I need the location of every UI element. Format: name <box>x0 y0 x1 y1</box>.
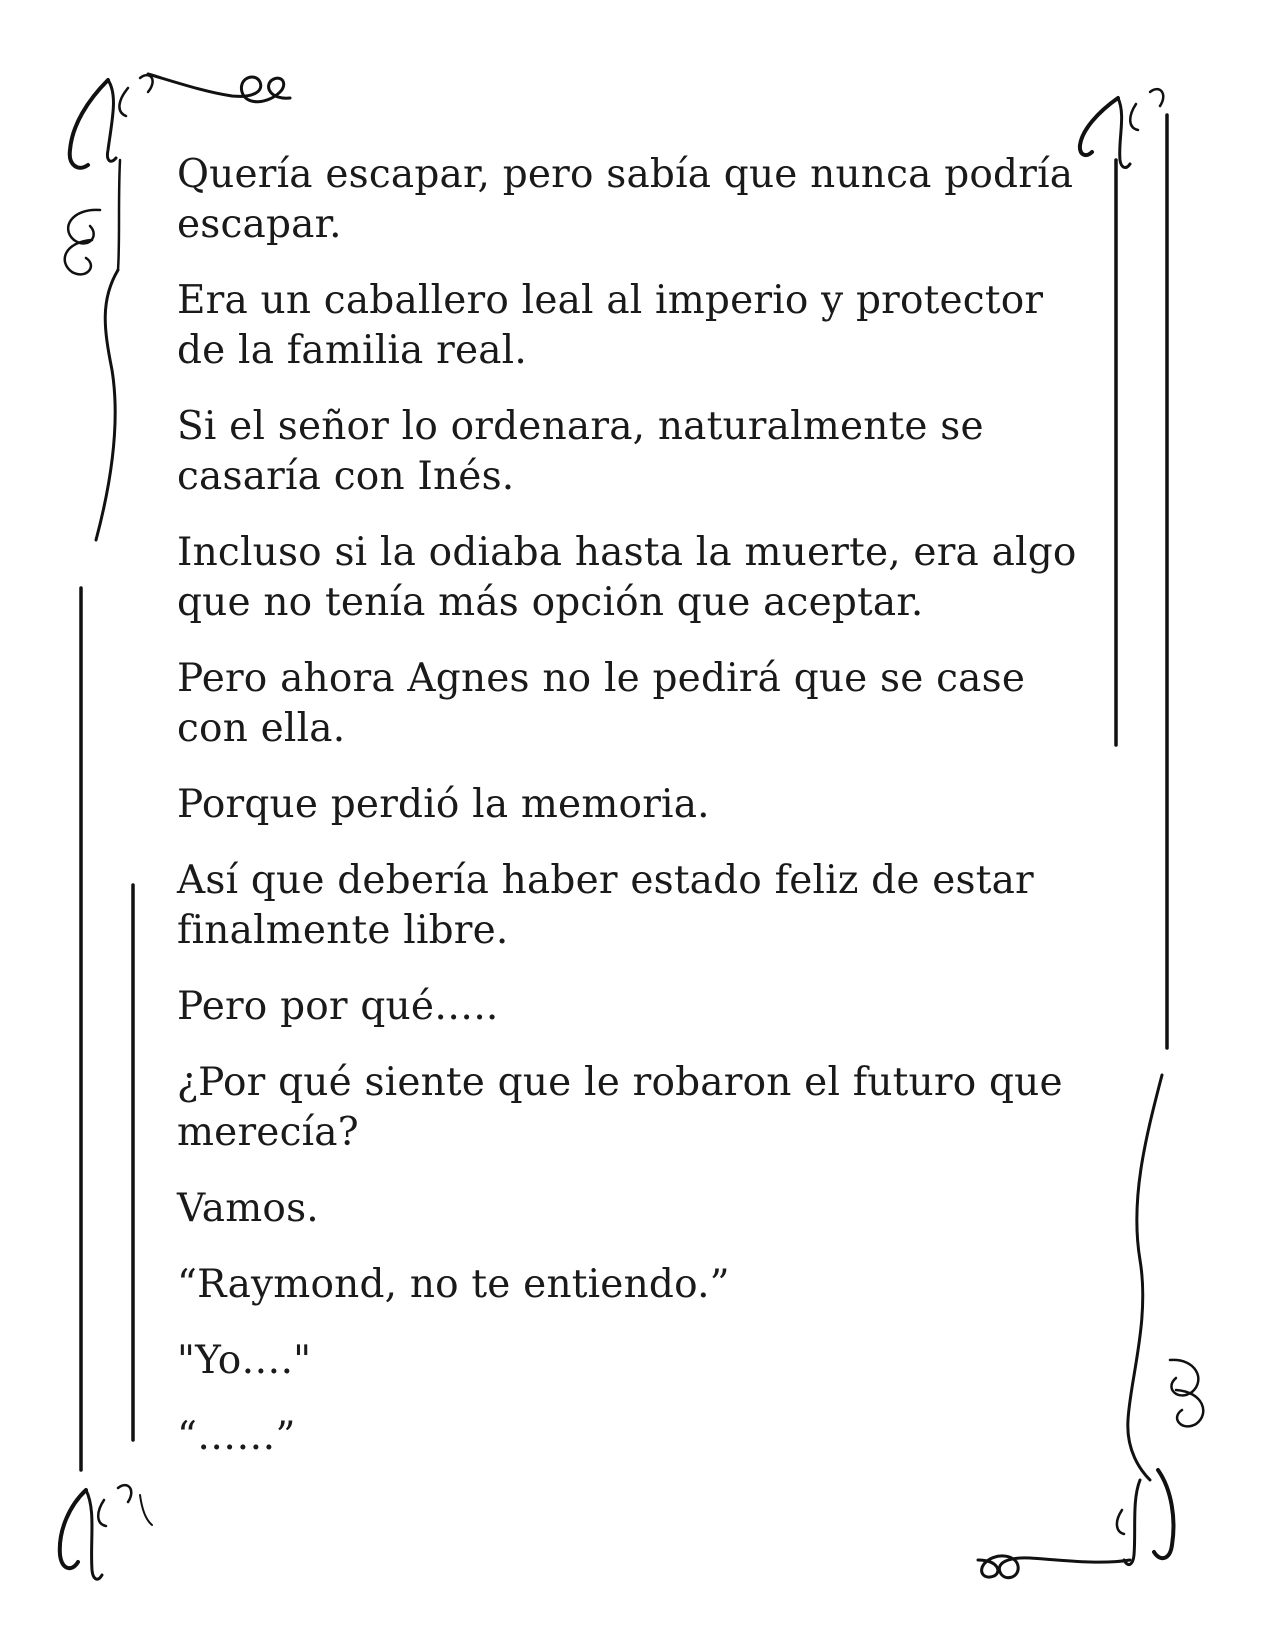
story-text <box>177 150 1077 1488</box>
paragraph: Si el señor lo ordenara, naturalmente se casaría con Inés. <box>177 404 984 499</box>
paragraph: "Yo…." <box>177 1338 312 1383</box>
paragraph: Porque perdió la memoria. <box>177 782 710 827</box>
paragraph: Pero por qué….. <box>177 984 499 1029</box>
flourish-bottom-left <box>60 1485 152 1579</box>
paragraph: Vamos. <box>177 1186 319 1231</box>
paragraph: “……” <box>177 1414 296 1459</box>
paragraph: Incluso si la odiaba hasta la muerte, era algo que no tenía más opción que aceptar. <box>177 530 1077 625</box>
paragraph: “Raymond, no te entiendo.” <box>177 1262 730 1307</box>
paragraph: Quería escapar, pero sabía que nunca podría escapar. <box>177 152 1074 247</box>
paragraph: Así que debería haber estado feliz de estar finalmente libre. <box>177 858 1034 953</box>
paragraph: Era un caballero leal al imperio y protector de la familia real. <box>177 278 1044 373</box>
paragraph: ¿Por qué siente que le robaron el futuro que merecía? <box>177 1060 1063 1155</box>
paragraph: Pero ahora Agnes no le pedirá que se case con ella. <box>177 656 1026 751</box>
flourish-top-right <box>1080 89 1163 167</box>
